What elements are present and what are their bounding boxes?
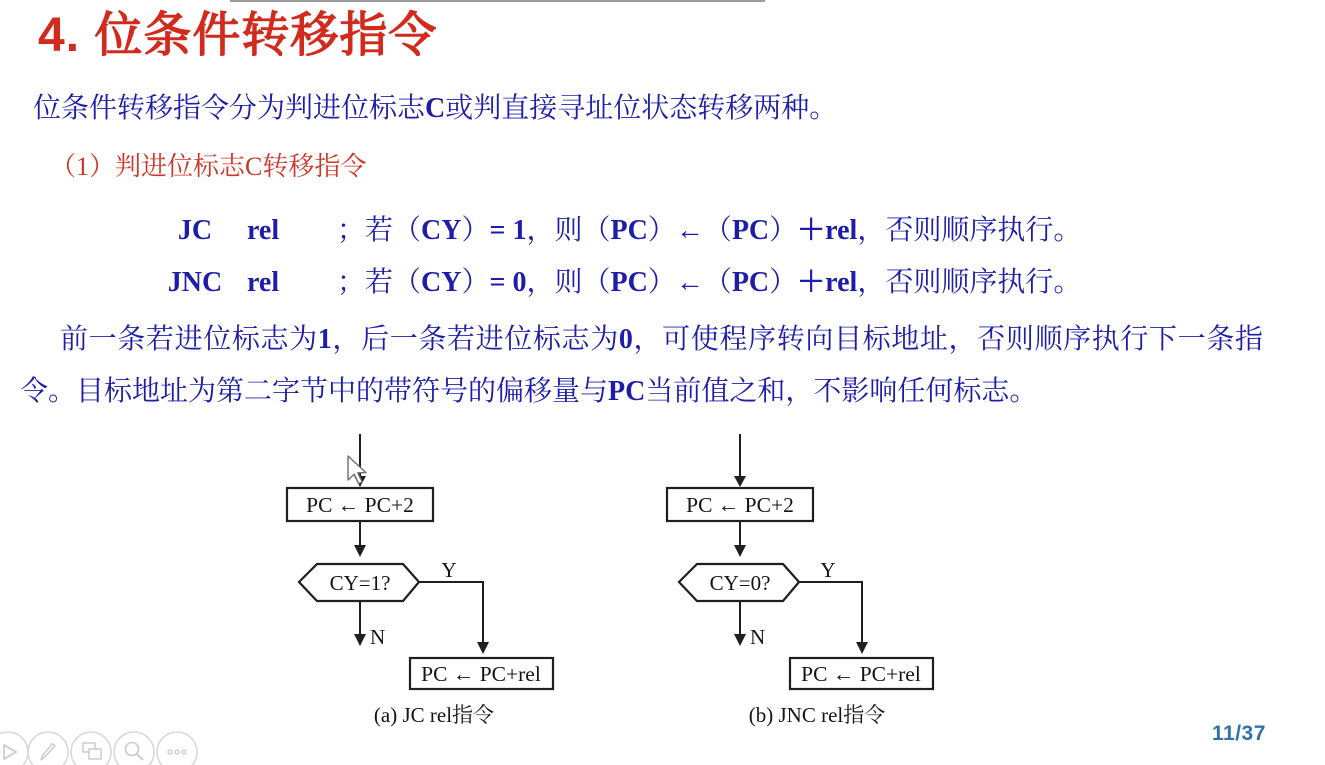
flowchart-caption-b: (b) JNC rel指令 xyxy=(748,703,886,727)
yes-branch-line xyxy=(799,582,862,644)
no-arrowhead xyxy=(734,634,746,646)
page-indicator: 11/37 xyxy=(1212,722,1266,745)
decision-label: CY=1? xyxy=(329,571,391,595)
slides-icon xyxy=(83,743,101,759)
comment-jnc: ；若（CY）= 0，则（PC）←（PC）＋rel，否则顺序执行。 xyxy=(337,267,1082,298)
process-box-pcrel-label: PC ← PC+rel xyxy=(801,662,921,686)
pen-tool-button[interactable] xyxy=(28,732,68,765)
instruction-line-jnc xyxy=(163,260,1081,300)
no-arrowhead xyxy=(354,634,366,646)
entry-arrowhead xyxy=(734,476,746,487)
no-label: N xyxy=(750,625,766,649)
more-dots-icon xyxy=(168,750,186,754)
flowcharts-figure xyxy=(0,430,980,730)
flowchart-jc xyxy=(287,434,553,727)
decision-arrowhead xyxy=(734,545,746,557)
operand-jnc: rel xyxy=(247,267,280,298)
comment-jc: ；若（CY）= 1，则（PC）←（PC）＋rel，否则顺序执行。 xyxy=(337,215,1082,246)
process-box-pcrel-label: PC ← PC+rel xyxy=(421,662,541,686)
yes-arrowhead xyxy=(856,642,868,654)
process-box-pc2-label: PC ← PC+2 xyxy=(686,493,794,517)
yes-label: Y xyxy=(820,558,836,582)
instruction-line-jc xyxy=(163,208,1081,248)
zoom-tool-button[interactable] xyxy=(114,732,154,765)
pen-icon xyxy=(41,744,55,761)
magnifier-icon xyxy=(126,743,144,761)
yes-label: Y xyxy=(441,558,457,582)
yes-branch-line xyxy=(419,582,483,644)
yes-arrowhead xyxy=(477,642,489,654)
flowchart-jnc xyxy=(667,434,933,727)
flowchart-caption-a: (a) JC rel指令 xyxy=(373,703,495,727)
mnemonic-jc: JC xyxy=(177,215,213,246)
top-edge-artifact-line xyxy=(230,0,765,2)
operand-jc: rel xyxy=(247,215,280,246)
more-options-button[interactable] xyxy=(157,732,197,765)
mouse-cursor-icon xyxy=(344,455,368,489)
section-subheading: （1）判进位标志C转移指令 xyxy=(50,152,367,181)
decision-label: CY=0? xyxy=(709,571,771,595)
process-box-pc2-label: PC ← PC+2 xyxy=(306,493,414,517)
body-paragraph: 前一条若进位标志为1，后一条若进位标志为0，可使程序转向目标地址，否则顺序执行下一条指令。目标地址为第二字节中的带符号的偏移量与PC当前值之和，不影响任何标志。 xyxy=(20,324,1263,407)
presenter-toolbar xyxy=(0,720,212,765)
slide-navigator-button[interactable] xyxy=(71,732,111,765)
mnemonic-jnc: JNC xyxy=(167,267,223,298)
play-icon xyxy=(4,745,16,759)
no-label: N xyxy=(370,625,386,649)
intro-paragraph: 位条件转移指令分为判进位标志C或判直接寻址位状态转移两种。 xyxy=(33,93,838,124)
slide-title: 4. 位条件转移指令 xyxy=(38,9,438,62)
decision-arrowhead xyxy=(354,545,366,557)
play-button[interactable] xyxy=(0,732,28,765)
